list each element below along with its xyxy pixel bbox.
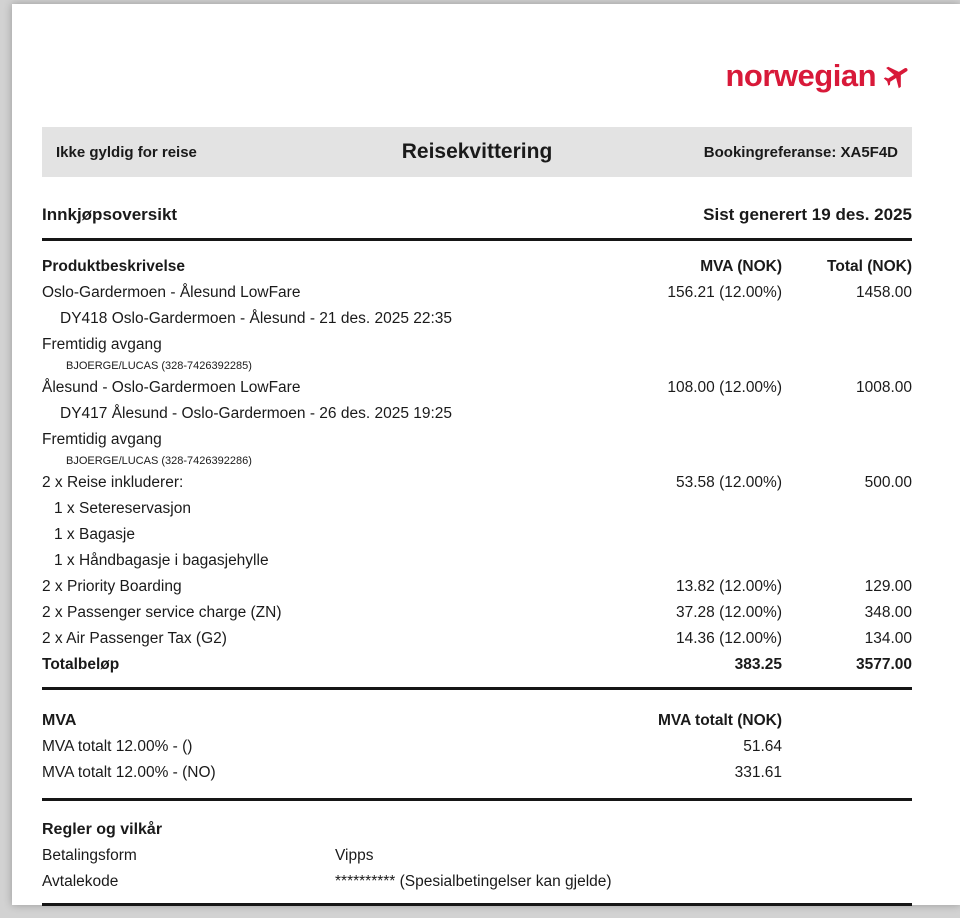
table-row [42, 332, 912, 358]
logo-text: norwegian [725, 58, 876, 93]
receipt-content [12, 4, 960, 906]
included-item: 1 x Håndbagasje i bagasjehylle [54, 552, 269, 569]
airplane-icon [876, 55, 917, 96]
product-description: Oslo-Gardermoen - Ålesund LowFare [42, 284, 301, 301]
payment-method-label: Betalingsform [42, 847, 137, 864]
column-header-total: Total (NOK) [827, 258, 912, 275]
vat-label: MVA totalt 12.00% - () [42, 738, 193, 755]
vat-value: 51.64 [743, 738, 782, 755]
table-row [42, 470, 912, 496]
product-description: 2 x Priority Boarding [42, 578, 182, 595]
product-mva: 14.36 (12.00%) [676, 630, 782, 647]
product-description: Ålesund - Oslo-Gardermoen LowFare [42, 379, 301, 396]
flight-detail: DY417 Ålesund - Oslo-Gardermoen - 26 des. 2025 19:25 [60, 405, 453, 422]
included-item: 1 x Setereservasjon [54, 500, 191, 517]
table-row [42, 280, 912, 306]
divider [42, 798, 912, 801]
divider [42, 687, 912, 690]
table-row [42, 548, 912, 574]
table-row [42, 496, 912, 522]
vat-row [42, 760, 912, 786]
total-amount: 3577.00 [855, 656, 912, 673]
vat-section-title: MVA [42, 712, 77, 729]
generated-date: Sist generert 19 des. 2025 [703, 205, 912, 224]
table-row [42, 626, 912, 652]
product-total: 348.00 [864, 604, 912, 621]
total-label: Totalbeløp [42, 656, 120, 673]
product-mva: 37.28 (12.00%) [676, 604, 782, 621]
product-mva: 13.82 (12.00%) [676, 578, 782, 595]
vat-label: MVA totalt 12.00% - (NO) [42, 764, 216, 781]
table-row [42, 358, 912, 375]
booking-reference: Bookingreferanse: XA5F4D [703, 143, 898, 161]
payment-method-value: Vipps [335, 847, 374, 864]
receipt-header-bar [42, 127, 912, 177]
product-total: 134.00 [864, 630, 912, 647]
product-total: 1458.00 [855, 284, 912, 301]
departure-status: Fremtidig avgang [42, 431, 162, 448]
total-mva: 383.25 [734, 656, 782, 673]
vat-row [42, 734, 912, 760]
product-mva: 108.00 (12.00%) [667, 379, 782, 396]
purchase-overview-header [42, 205, 912, 225]
product-mva: 156.21 (12.00%) [667, 284, 782, 301]
table-row [42, 574, 912, 600]
purchase-overview-title: Innkjøpsoversikt [42, 205, 178, 224]
table-row [42, 427, 912, 453]
column-header-description: Produktbeskrivelse [42, 258, 186, 275]
not-valid-for-travel-label: Ikke gyldig for reise [56, 143, 197, 161]
table-row [42, 401, 912, 427]
product-total: 1008.00 [855, 379, 912, 396]
norwegian-logo [725, 60, 912, 91]
product-total: 129.00 [864, 578, 912, 595]
terms-row [42, 843, 912, 869]
table-header-row [42, 254, 912, 280]
flight-detail: DY418 Oslo-Gardermoen - Ålesund - 21 des. 2025 22:35 [60, 310, 453, 327]
agreement-code-label: Avtalekode [42, 873, 119, 890]
product-mva: 53.58 (12.00%) [676, 474, 782, 491]
product-description: 2 x Passenger service charge (ZN) [42, 604, 282, 621]
table-row [42, 522, 912, 548]
departure-status: Fremtidig avgang [42, 336, 162, 353]
passenger-info: BJOERGE/LUCAS (328-7426392286) [66, 455, 252, 467]
table-row [42, 375, 912, 401]
logo-row [42, 4, 912, 91]
vat-header-row [42, 708, 912, 734]
receipt-page [12, 4, 960, 905]
table-row [42, 306, 912, 332]
vat-total-column-header: MVA totalt (NOK) [658, 712, 782, 729]
vat-value: 331.61 [734, 764, 782, 781]
terms-section-title: Regler og vilkår [42, 821, 163, 838]
table-row [42, 600, 912, 626]
product-total: 500.00 [864, 474, 912, 491]
passenger-info: BJOERGE/LUCAS (328-7426392285) [66, 360, 252, 372]
agreement-code-value: ********** (Spesialbetingelser kan gjelde) [335, 873, 612, 890]
divider [42, 903, 912, 906]
total-row [42, 652, 912, 678]
included-item: 1 x Bagasje [54, 526, 135, 543]
product-description: 2 x Air Passenger Tax (G2) [42, 630, 227, 647]
receipt-title: Reisekvittering [401, 140, 553, 163]
table-row [42, 453, 912, 470]
terms-row [42, 869, 912, 895]
product-description: 2 x Reise inkluderer: [42, 474, 184, 491]
column-header-mva: MVA (NOK) [700, 258, 782, 275]
divider [42, 238, 912, 241]
